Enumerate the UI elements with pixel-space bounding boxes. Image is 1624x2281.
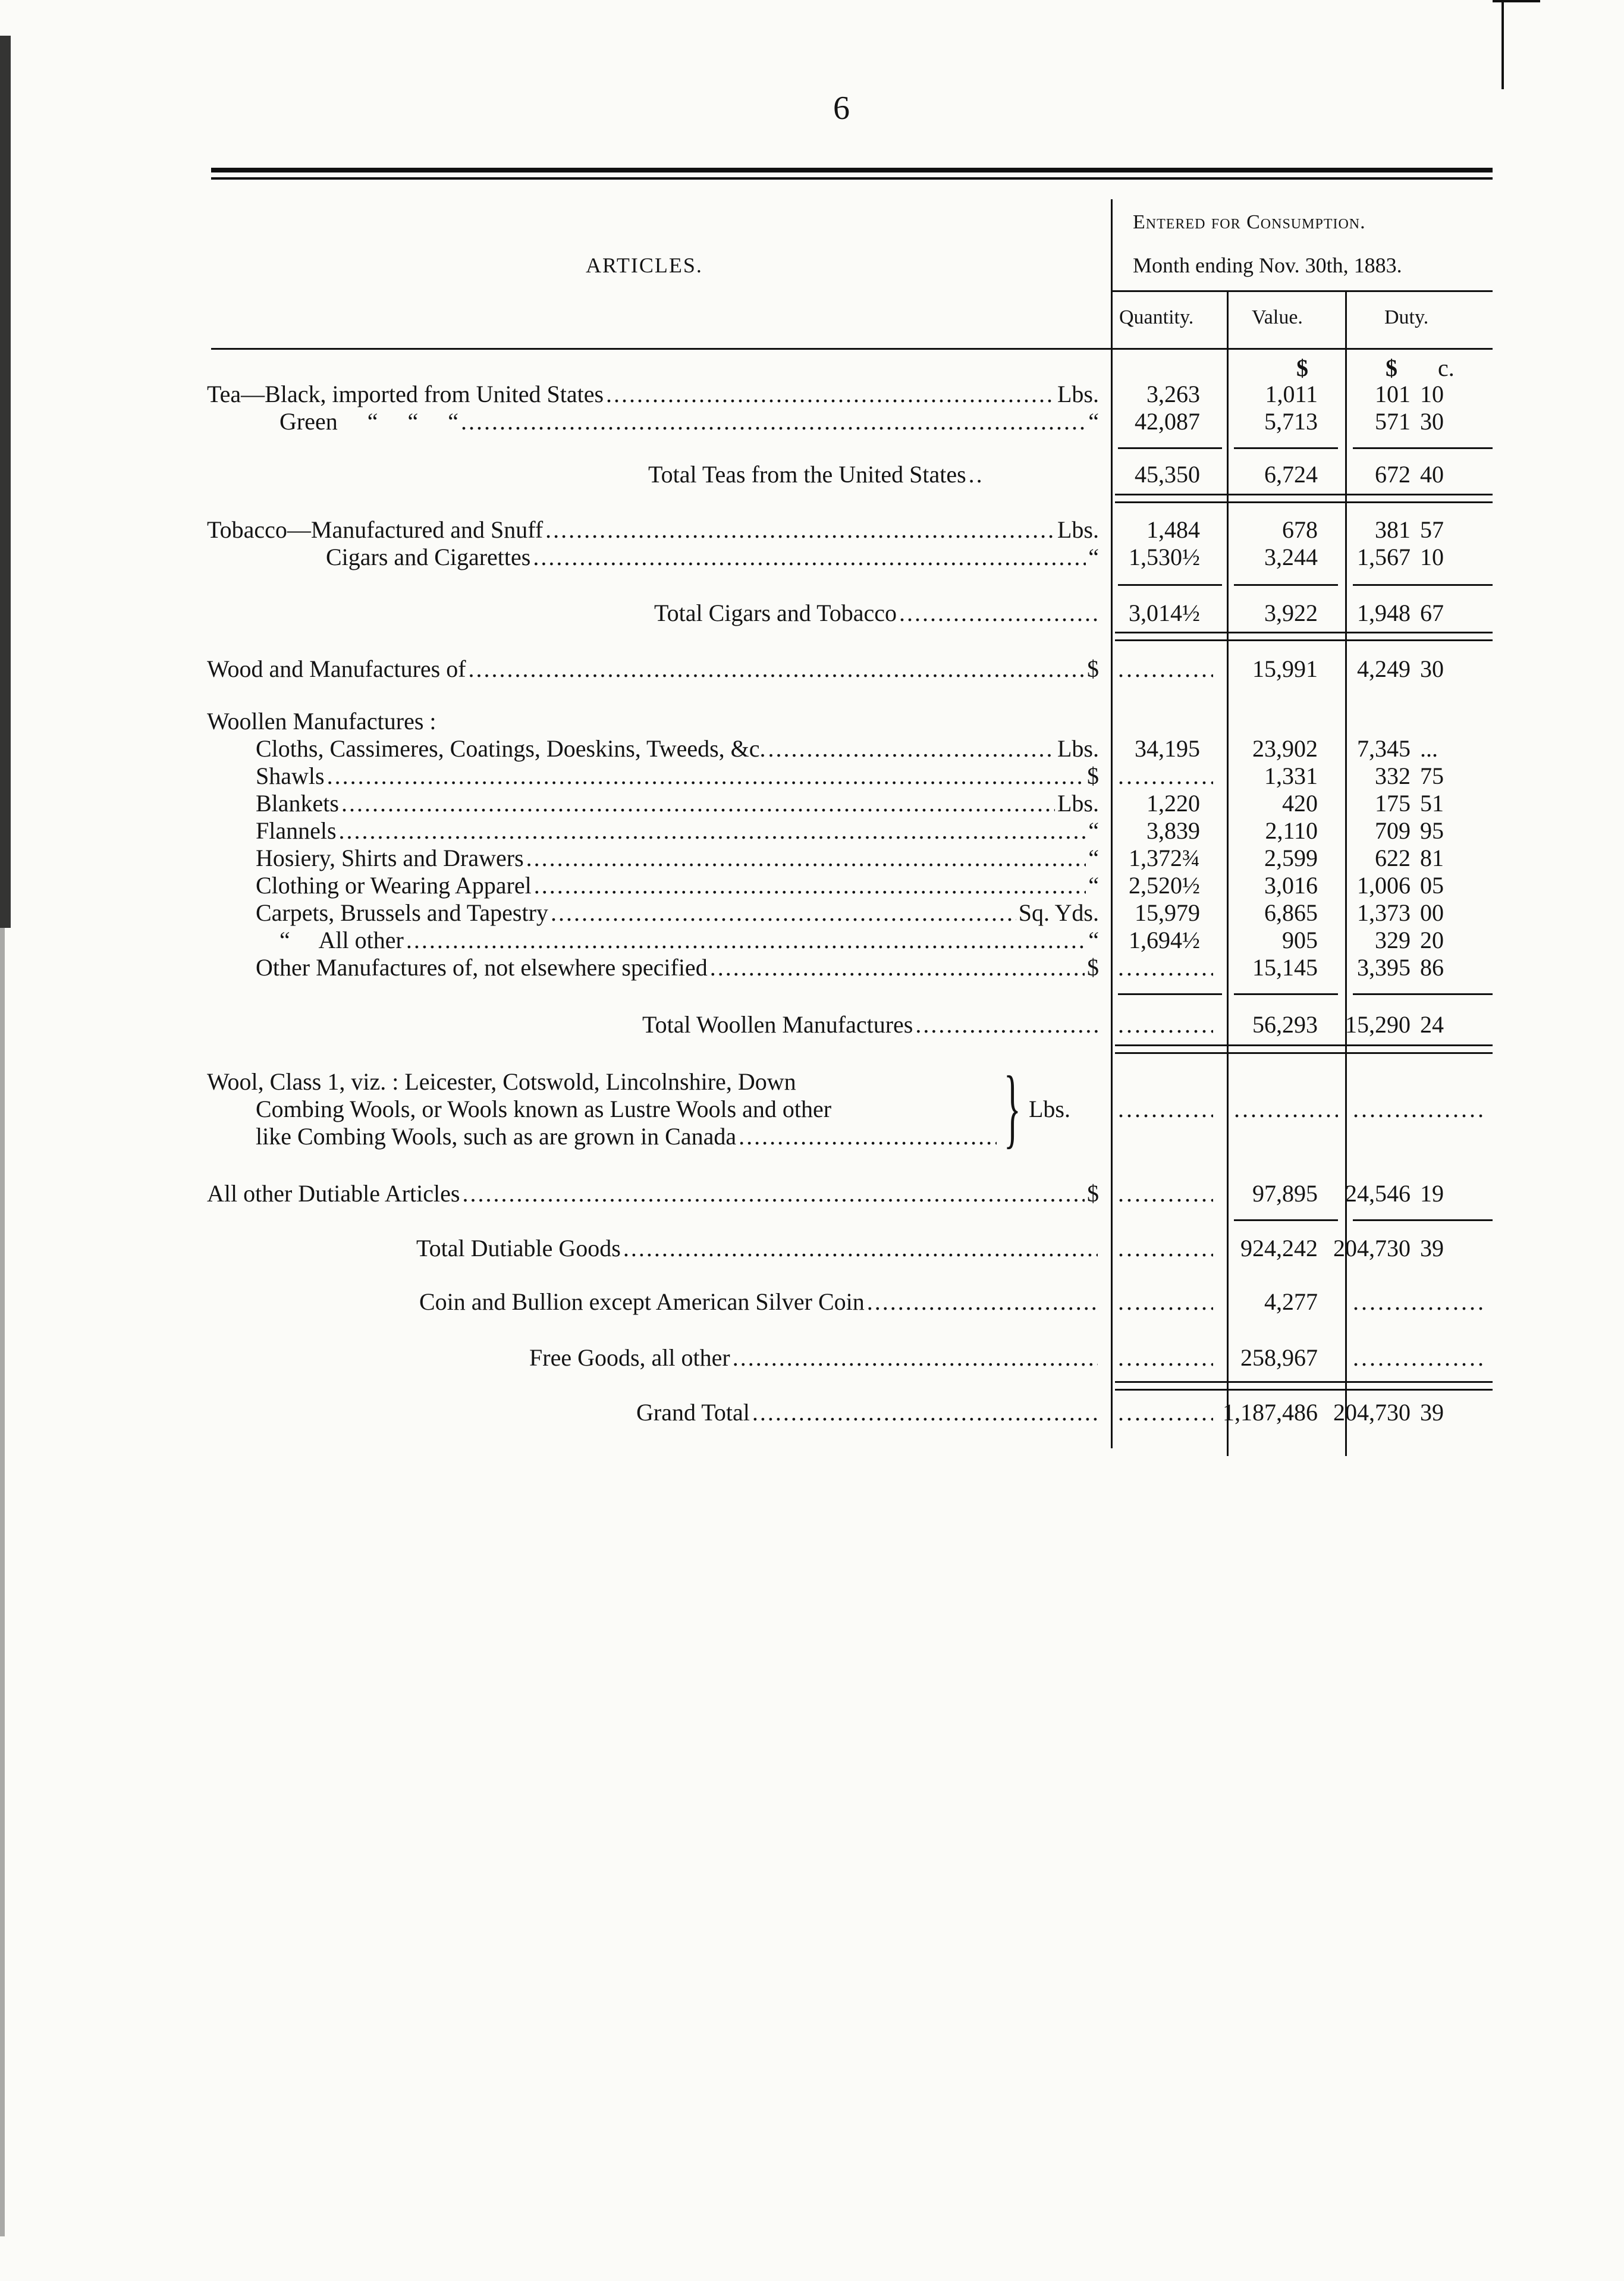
row-label: like Combing Wools, such as are grown in Canada — [256, 1123, 737, 1150]
table-row — [0, 1399, 1624, 1426]
row-cents: 51 — [1420, 790, 1444, 817]
row-duty: 1,006 — [1357, 872, 1411, 899]
row-duty: 7,345 — [1357, 735, 1411, 762]
row-cents: ... — [1420, 735, 1438, 762]
row-quantity: 1,220 — [1146, 790, 1200, 817]
empty-quantity-dots — [1118, 1344, 1213, 1372]
page-number: 6 — [833, 90, 850, 127]
table-row — [0, 790, 1624, 817]
row-cents: 30 — [1420, 408, 1444, 435]
row-value: 3,244 — [1264, 544, 1318, 570]
row-value: 2,599 — [1264, 845, 1318, 871]
header-bottom-rule — [211, 348, 1493, 350]
row-duty: 1,373 — [1357, 899, 1411, 926]
page-edge-mark-top — [1493, 0, 1540, 2]
row-duty: 329 — [1375, 927, 1411, 953]
row-label: Carpets, Brussels and Tapestry — [256, 899, 548, 926]
subtotal-rule — [1118, 584, 1222, 586]
row-duty: 1,567 — [1357, 544, 1411, 570]
row-cents: 20 — [1420, 927, 1444, 953]
row-unit: “ — [1088, 544, 1099, 570]
row-duty: 175 — [1375, 790, 1411, 817]
row-label: Grand Total — [636, 1399, 750, 1426]
total-double-rule — [1115, 1044, 1493, 1054]
row-value: 420 — [1282, 790, 1318, 817]
row-label: Total Dutiable Goods — [416, 1235, 621, 1262]
row-unit: “ — [1088, 408, 1099, 435]
row-label: Woollen Manufactures : — [207, 708, 436, 735]
row-duty: 15,290 — [1345, 1011, 1411, 1038]
empty-quantity-dots — [1118, 1235, 1213, 1262]
top-rule-thick — [211, 168, 1493, 172]
row-quantity: 1,694½ — [1129, 927, 1200, 953]
table-row — [0, 1235, 1624, 1262]
row-duty: 1,948 — [1357, 600, 1411, 626]
row-value: 678 — [1282, 516, 1318, 543]
total-double-rule — [1115, 494, 1493, 503]
row-value: 6,724 — [1264, 461, 1318, 488]
row-value: 97,895 — [1252, 1180, 1318, 1207]
row-value: 4,277 — [1264, 1288, 1318, 1315]
row-value: 2,110 — [1265, 817, 1318, 844]
top-rule-thin — [211, 177, 1493, 180]
cents-label: c. — [1438, 354, 1455, 381]
table-row — [0, 655, 1624, 683]
row-cents: 30 — [1420, 655, 1444, 682]
row-quantity: 1,372¾ — [1129, 845, 1200, 871]
row-duty: 622 — [1375, 845, 1411, 871]
row-cents: 39 — [1420, 1235, 1444, 1262]
row-label: Other Manufactures of, not elsewhere specified — [256, 954, 708, 981]
binding-edge-shadow — [0, 36, 11, 928]
table-row — [0, 544, 1624, 571]
table-row — [0, 516, 1624, 544]
row-value: 924,242 — [1240, 1235, 1318, 1262]
row-label: Cloths, Cassimeres, Coatings, Doeskins, Tweeds, &c. — [256, 735, 766, 762]
row-cents: 05 — [1420, 872, 1444, 899]
row-quantity: 2,520½ — [1129, 872, 1200, 899]
row-value: 3,016 — [1264, 872, 1318, 899]
subtotal-rule — [1234, 993, 1338, 995]
table-row — [0, 817, 1624, 845]
binding-edge-shadow-lower — [0, 928, 5, 2236]
row-unit: Lbs. — [1057, 381, 1099, 407]
row-value: 56,293 — [1252, 1011, 1318, 1038]
row-duty: 709 — [1375, 817, 1411, 844]
row-label: Flannels — [256, 817, 337, 844]
empty-duty-dots — [1353, 1288, 1487, 1316]
value-currency-sign: $ — [1296, 354, 1308, 381]
row-quantity: 3,839 — [1146, 817, 1200, 844]
row-value: 905 — [1282, 927, 1318, 953]
row-label: Hosiery, Shirts and Drawers — [256, 845, 524, 871]
row-unit: “ — [1088, 872, 1099, 899]
row-value: 258,967 — [1240, 1344, 1318, 1371]
row-label: Wood and Manufactures of — [207, 655, 466, 682]
row-value: 1,331 — [1264, 763, 1318, 789]
empty-quantity-dots — [1118, 763, 1213, 790]
row-quantity: 45,350 — [1135, 461, 1200, 488]
row-cents: 00 — [1420, 899, 1444, 926]
row-value: 3,922 — [1264, 600, 1318, 626]
empty-quantity-dots — [1118, 1288, 1213, 1316]
row-unit: Lbs. — [1029, 1096, 1070, 1122]
row-quantity: 34,195 — [1135, 735, 1200, 762]
empty-duty-dots — [1353, 1096, 1487, 1123]
table-row — [0, 899, 1624, 927]
subtotal-rule — [1353, 1219, 1493, 1221]
table-row — [0, 1344, 1624, 1372]
row-value: 15,145 — [1252, 954, 1318, 981]
row-unit: “ — [1088, 927, 1099, 953]
row-unit: $ — [1087, 763, 1099, 789]
row-label: Green “ “ “ — [279, 408, 458, 435]
row-cents: 95 — [1420, 817, 1444, 844]
row-label: Clothing or Wearing Apparel — [256, 872, 532, 899]
row-duty: 204,730 — [1333, 1235, 1411, 1262]
empty-quantity-dots — [1118, 1011, 1213, 1038]
table-row — [0, 1180, 1624, 1207]
row-cents: 67 — [1420, 600, 1444, 626]
empty-quantity-dots — [1118, 1180, 1213, 1207]
row-duty: 571 — [1375, 408, 1411, 435]
row-duty: 24,546 — [1345, 1180, 1411, 1207]
table-row — [0, 954, 1624, 981]
table-row — [0, 763, 1624, 790]
empty-value-dots — [1234, 1096, 1338, 1123]
empty-duty-dots — [1353, 1344, 1487, 1372]
row-cents: 39 — [1420, 1399, 1444, 1426]
row-label: All other Dutiable Articles — [207, 1180, 460, 1207]
row-cents: 10 — [1420, 381, 1444, 407]
row-value: 1,011 — [1265, 381, 1318, 407]
table-row — [0, 708, 1624, 735]
row-value: 6,865 — [1264, 899, 1318, 926]
table-row — [0, 408, 1624, 435]
duty-currency-sign: $ — [1386, 354, 1397, 381]
row-cents: 40 — [1420, 461, 1444, 488]
subtotal-rule — [1353, 447, 1493, 449]
row-label: Free Goods, all other — [529, 1344, 730, 1371]
articles-heading: ARTICLES. — [586, 253, 703, 277]
row-unit: $ — [1087, 1180, 1099, 1207]
table-row — [0, 872, 1624, 899]
row-unit: $ — [1087, 954, 1099, 981]
row-label: Shawls — [256, 763, 325, 789]
row-cents: 57 — [1420, 516, 1444, 543]
table-row — [0, 1011, 1624, 1038]
table-row — [0, 845, 1624, 872]
empty-quantity-dots — [1118, 1399, 1213, 1426]
row-duty: 672 — [1375, 461, 1411, 488]
subtotal-rule — [1353, 993, 1493, 995]
row-cents: 86 — [1420, 954, 1444, 981]
row-quantity: 15,979 — [1135, 899, 1200, 926]
subtotal-rule — [1118, 447, 1222, 449]
row-duty: 4,249 — [1357, 655, 1411, 682]
table-row — [0, 1096, 1624, 1123]
row-value: 5,713 — [1264, 408, 1318, 435]
row-duty: 381 — [1375, 516, 1411, 543]
row-quantity: 3,014½ — [1129, 600, 1200, 626]
row-value: 1,187,486 — [1223, 1399, 1318, 1426]
row-unit: “ — [1088, 845, 1099, 871]
period-heading: Month ending Nov. 30th, 1883. — [1133, 253, 1402, 277]
row-quantity: 1,484 — [1146, 516, 1200, 543]
row-label: Wool, Class 1, viz. : Leicester, Cotswold, Lincolnshire, Down — [207, 1068, 796, 1095]
row-unit: Lbs. — [1057, 516, 1099, 543]
header-split-rule — [1111, 290, 1493, 292]
empty-quantity-dots — [1118, 954, 1213, 981]
subtotal-rule — [1353, 584, 1493, 586]
row-label: Cigars and Cigarettes — [326, 544, 531, 570]
row-unit: Sq. Yds. — [1018, 899, 1099, 926]
row-cents: 81 — [1420, 845, 1444, 871]
row-duty: 332 — [1375, 763, 1411, 789]
table-row — [0, 1123, 1624, 1150]
row-quantity: 1,530½ — [1129, 544, 1200, 570]
table-row — [0, 1068, 1624, 1096]
table-row — [0, 1288, 1624, 1316]
curly-brace: } — [1004, 1058, 1021, 1157]
row-cents: 24 — [1420, 1011, 1444, 1038]
row-unit: $ — [1087, 655, 1099, 682]
row-label: “ All other — [279, 927, 404, 953]
row-label: Coin and Bullion except American Silver Coin — [419, 1288, 865, 1315]
page-edge-mark — [1502, 0, 1504, 89]
table-row — [0, 381, 1624, 408]
subtotal-rule — [1234, 584, 1338, 586]
row-duty: 3,395 — [1357, 954, 1411, 981]
row-value: 15,991 — [1252, 655, 1318, 682]
row-unit: “ — [1088, 817, 1099, 844]
row-quantity: 42,087 — [1135, 408, 1200, 435]
value-column-header: Value. — [1252, 306, 1303, 328]
entered-for-consumption-heading: Entered for Consumption. — [1133, 211, 1366, 233]
table-row — [0, 600, 1624, 627]
table-row — [0, 927, 1624, 954]
subtotal-rule — [1118, 993, 1222, 995]
table-row — [0, 461, 1624, 488]
row-value: 23,902 — [1252, 735, 1318, 762]
row-cents: 19 — [1420, 1180, 1444, 1207]
row-cents: 10 — [1420, 544, 1444, 570]
row-cents: 75 — [1420, 763, 1444, 789]
table-row — [0, 735, 1624, 763]
row-unit: Lbs. — [1057, 735, 1099, 762]
row-unit: Lbs. — [1057, 790, 1099, 817]
row-label: Total Cigars and Tobacco — [654, 600, 897, 626]
empty-quantity-dots — [1118, 1096, 1213, 1123]
row-label: Total Woollen Manufactures — [642, 1011, 913, 1038]
row-duty: 204,730 — [1333, 1399, 1411, 1426]
total-double-rule — [1115, 1381, 1493, 1391]
total-double-rule — [1115, 632, 1493, 641]
row-label: Tobacco—Manufactured and Snuff — [207, 516, 544, 543]
subtotal-rule — [1234, 1219, 1338, 1221]
row-duty: 101 — [1375, 381, 1411, 407]
quantity-column-header: Quantity. — [1119, 306, 1194, 328]
subtotal-rule — [1234, 447, 1338, 449]
row-label: Tea—Black, imported from United States — [207, 381, 604, 407]
row-label: Total Teas from the United States — [648, 461, 966, 488]
row-quantity: 3,263 — [1146, 381, 1200, 407]
empty-quantity-dots — [1118, 655, 1213, 683]
duty-column-header: Duty. — [1384, 306, 1429, 328]
row-label: Combing Wools, or Wools known as Lustre Wools and other — [256, 1096, 832, 1122]
row-label: Blankets — [256, 790, 339, 817]
